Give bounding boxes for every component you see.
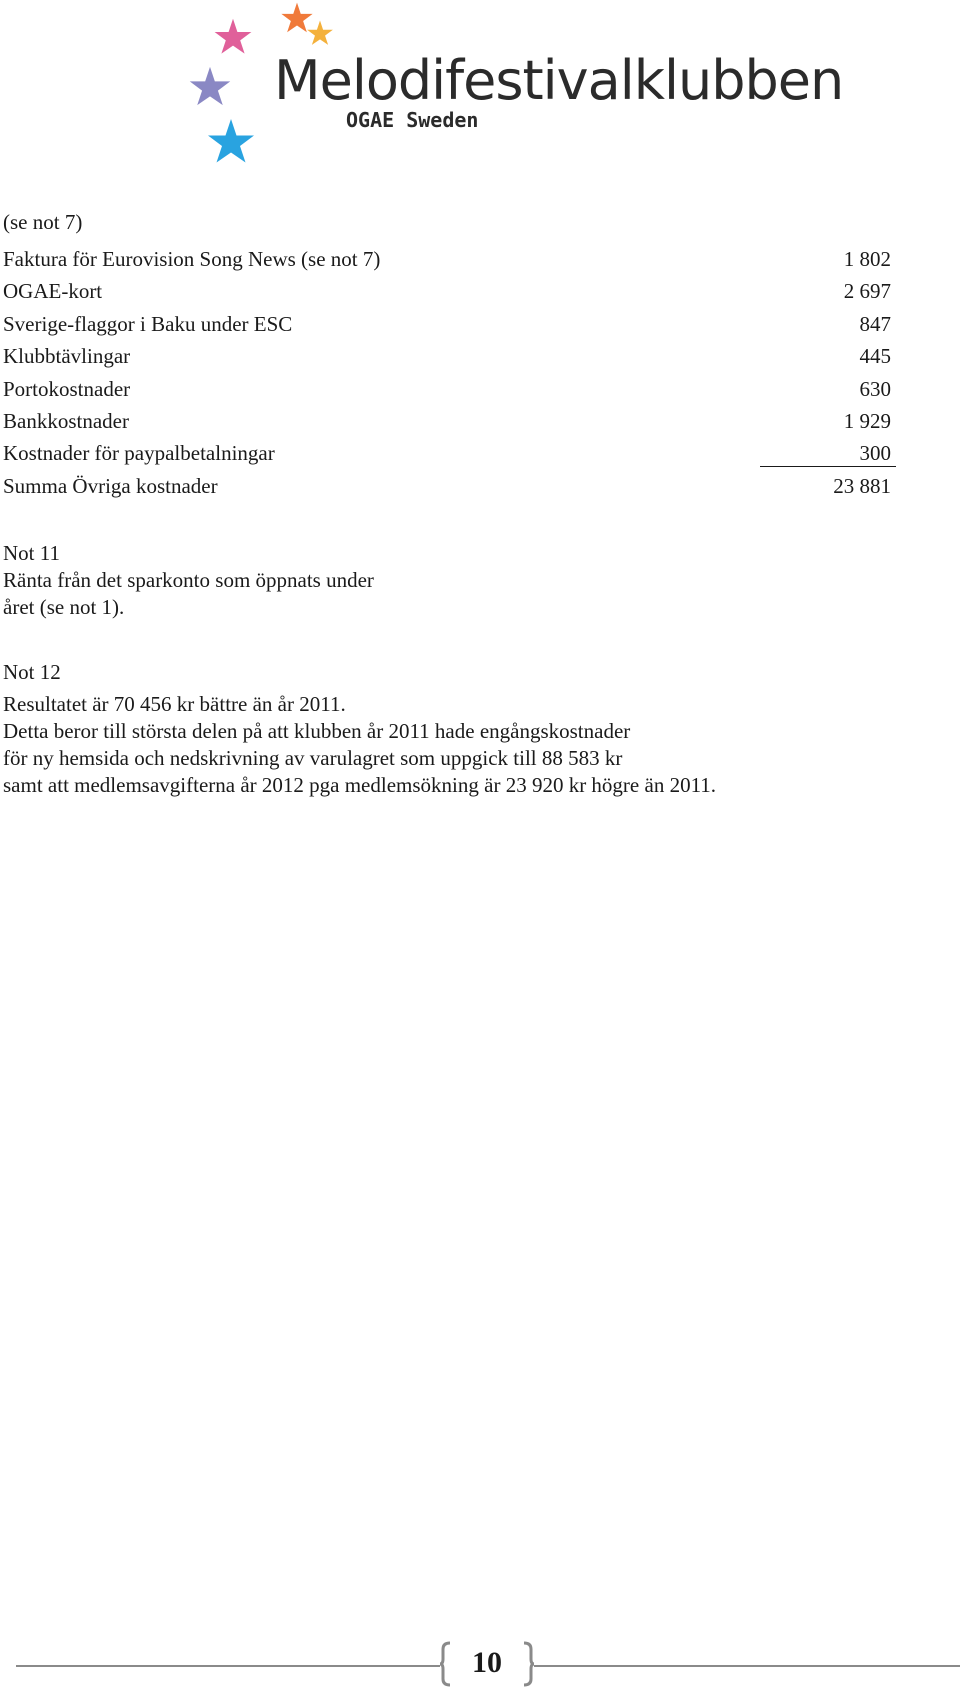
cost-value: 1 802 <box>843 247 891 271</box>
note-12-line: Resultatet är 70 456 kr bättre än år 2011. <box>3 692 346 716</box>
cost-value: 445 <box>859 344 891 369</box>
blue-star-icon <box>206 118 256 168</box>
other-costs-table <box>3 208 899 502</box>
cost-label: Faktura för Eurovision Song News (se not 7) <box>3 247 381 271</box>
cost-value: 630 <box>859 376 891 401</box>
logo-title: Melodifestivalklubben <box>274 49 844 112</box>
footer-rule-left <box>16 1665 440 1667</box>
cost-value: 847 <box>859 311 891 336</box>
cost-label: Portokostnader <box>3 376 131 401</box>
cost-row <box>3 405 899 437</box>
yellow-star-icon <box>306 20 334 48</box>
cost-row <box>3 373 899 405</box>
note-12-heading: Not 12 <box>3 660 61 684</box>
cost-row <box>3 243 899 275</box>
cost-sum-value: 23 881 <box>833 473 891 498</box>
footer-rule-right <box>534 1665 960 1667</box>
note-11-heading: Not 11 <box>3 541 60 565</box>
cost-label: Sverige-flaggor i Baku under ESC <box>3 311 293 336</box>
cost-row <box>3 340 899 372</box>
pink-star-icon <box>213 18 253 58</box>
logo-subtitle: OGAE Sweden <box>346 108 479 132</box>
note-12-line: Detta beror till största delen på att klubben år 2011 hade engångskostnader <box>3 719 631 743</box>
page-number: 10 <box>472 1646 502 1679</box>
intro-note-reference: (se not 7) <box>3 210 83 234</box>
note-12-line: för ny hemsida och nedskrivning av varulagret som uppgick till 88 583 kr <box>3 746 623 770</box>
sum-underline <box>760 466 896 467</box>
cost-label: OGAE-kort <box>3 279 103 304</box>
cost-label: Bankkostnader <box>3 408 129 433</box>
cost-value: 2 697 <box>843 279 891 304</box>
cost-value: 1 929 <box>843 408 891 433</box>
cost-row <box>3 308 899 340</box>
cost-sum-row <box>3 470 899 502</box>
cost-value: 300 <box>859 441 891 466</box>
note-12-line: samt att medlemsavgifterna år 2012 pga medlemsökning är 23 920 kr högre än 2011. <box>3 773 717 797</box>
cost-sum-label: Summa Övriga kostnader <box>3 473 218 498</box>
purple-star-icon <box>188 66 232 110</box>
note-11-line: Ränta från det sparkonto som öppnats under <box>3 568 374 592</box>
cost-row <box>3 275 899 307</box>
note-11-line: året (se not 1). <box>3 595 125 619</box>
cost-row <box>3 437 899 469</box>
cost-label: Klubbtävlingar <box>3 344 131 369</box>
club-logo <box>200 0 844 170</box>
cost-label: Kostnader för paypalbetalningar <box>3 441 275 466</box>
